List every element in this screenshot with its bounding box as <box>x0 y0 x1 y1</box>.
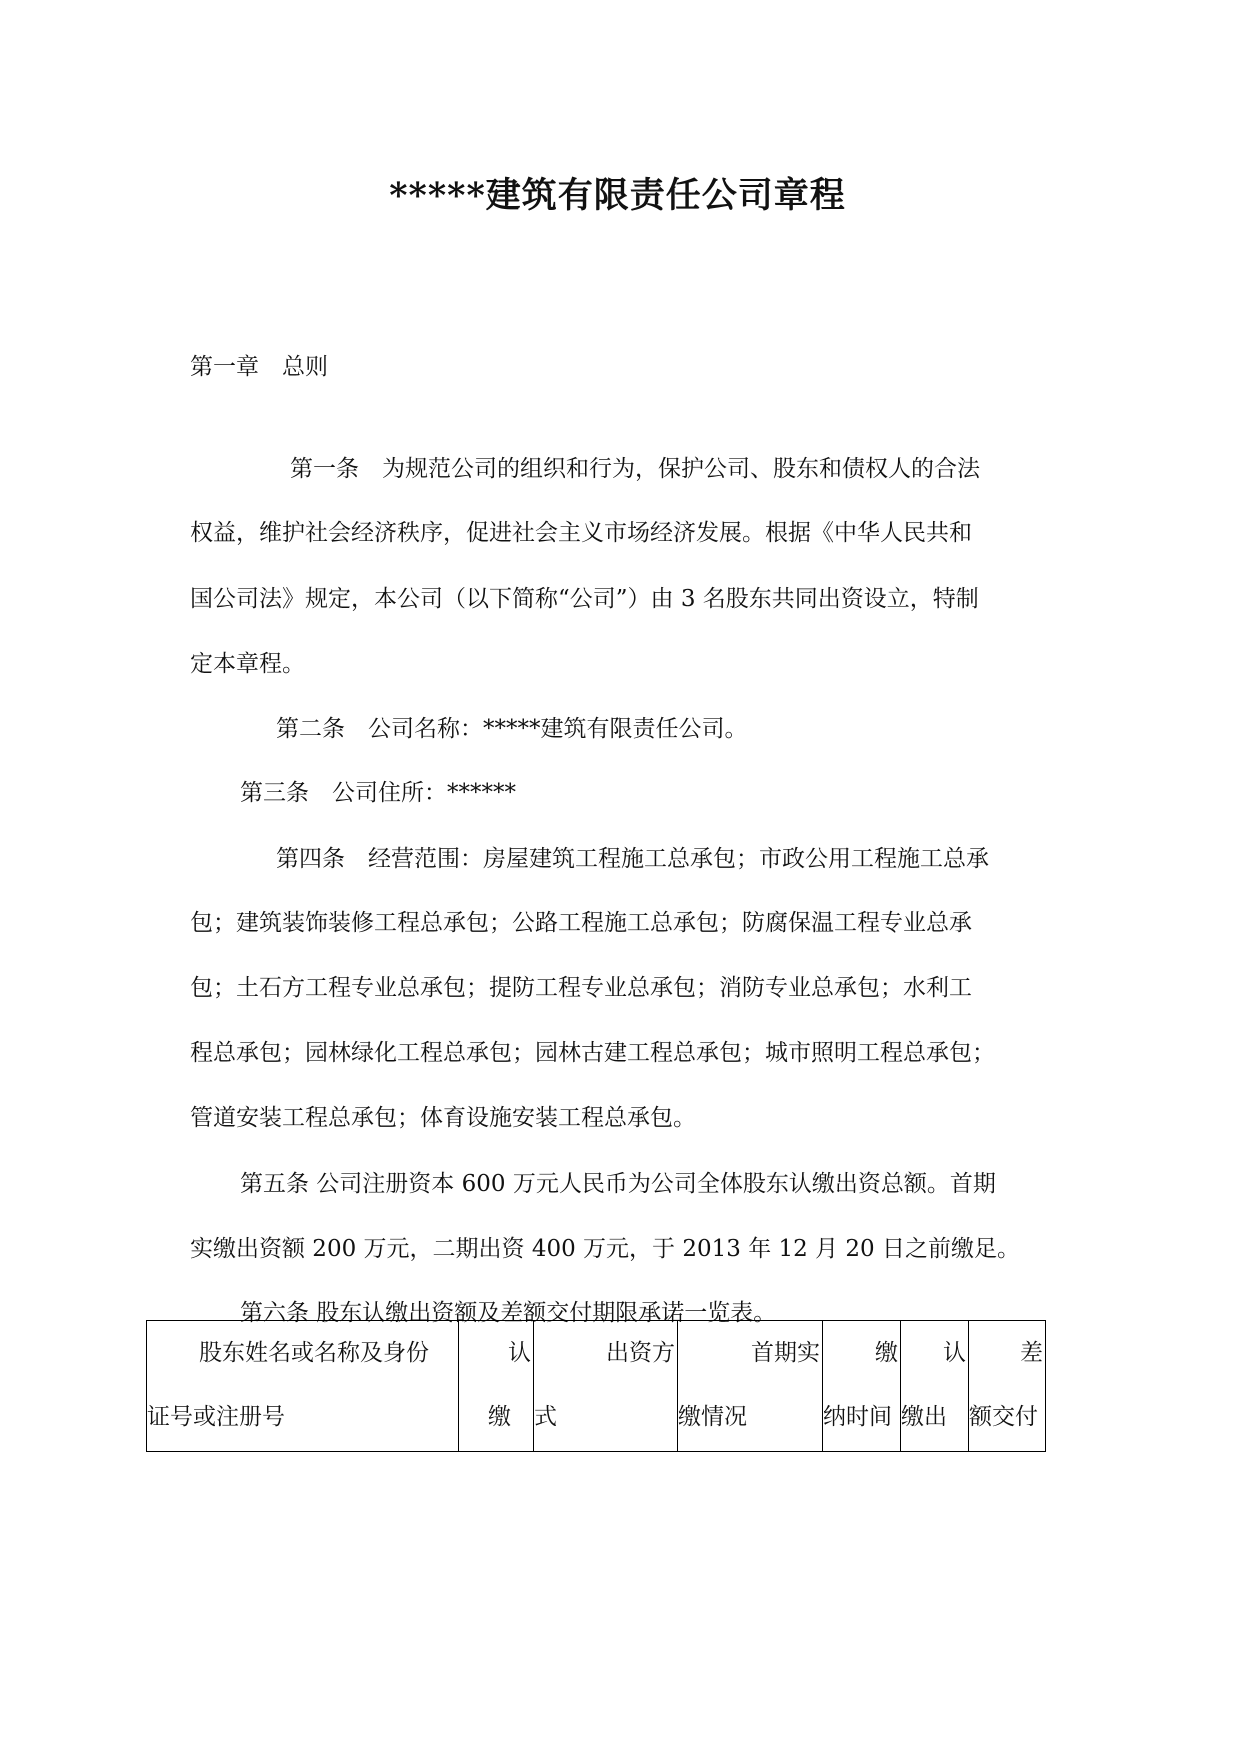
shareholder-table <box>146 1320 1046 1452</box>
header-text: 股东姓名或名称及身份 <box>199 1340 429 1366</box>
header-text: 缴出 <box>901 1404 947 1430</box>
header-text: 式 <box>534 1404 557 1430</box>
header-text: 缴 <box>875 1340 898 1366</box>
header-text: 差 <box>1020 1340 1043 1366</box>
header-cell-first-payment <box>678 1321 823 1452</box>
article-3: 第三条 公司住所：****** <box>240 780 516 806</box>
table-header-row <box>147 1321 1046 1452</box>
header-cell-subscribed-amount <box>901 1321 969 1452</box>
header-text: 出资方 <box>606 1340 675 1366</box>
header-text: 认 <box>943 1340 966 1366</box>
header-text: 额交付 <box>969 1404 1038 1430</box>
document-title: *****建筑有限责任公司章程 <box>389 175 846 216</box>
article-4-line-5: 管道安装工程总承包；体育设施安装工程总承包。 <box>190 1105 696 1131</box>
header-text: 纳时间 <box>823 1404 892 1430</box>
article-5-line-2: 实缴出资额 200 万元，二期出资 400 万元，于 2013 年 12 月 20 日之前缴足。 <box>190 1236 1020 1262</box>
header-text: 证号或注册号 <box>147 1404 285 1430</box>
header-cell-shareholder <box>147 1321 459 1452</box>
article-1-line-2: 权益，维护社会经济秩序，促进社会主义市场经济发展。根据《中华人民共和 <box>190 520 972 546</box>
header-cell-balance-delivery <box>969 1321 1046 1452</box>
header-cell-contribution-method <box>534 1321 678 1452</box>
article-4-line-4: 程总承包；园林绿化工程总承包；园林古建工程总承包；城市照明工程总承包； <box>190 1040 995 1066</box>
article-5-line-1: 第五条 公司注册资本 600 万元人民币为公司全体股东认缴出资总额。首期 <box>240 1171 996 1197</box>
header-text: 缴 <box>488 1404 511 1430</box>
header-text: 缴情况 <box>678 1404 747 1430</box>
article-4-line-2: 包；建筑装饰装修工程总承包；公路工程施工总承包；防腐保温工程专业总承 <box>190 910 972 936</box>
header-cell-subscribed <box>459 1321 534 1452</box>
header-cell-payment-time <box>823 1321 901 1452</box>
header-text: 首期实 <box>751 1340 820 1366</box>
article-6: 第六条 股东认缴出资额及差额交付期限承诺一览表。 <box>240 1300 777 1326</box>
chapter-heading: 第一章 总则 <box>190 354 328 380</box>
article-1-line-4: 定本章程。 <box>190 651 305 677</box>
article-1-line-1: 第一条 为规范公司的组织和行为，保护公司、股东和债权人的合法 <box>290 456 980 482</box>
header-text: 认 <box>508 1340 531 1366</box>
article-2: 第二条 公司名称：*****建筑有限责任公司。 <box>276 716 748 742</box>
article-4-line-1: 第四条 经营范围：房屋建筑工程施工总承包；市政公用工程施工总承 <box>276 846 989 872</box>
article-4-line-3: 包；土石方工程专业总承包；提防工程专业总承包；消防专业总承包；水利工 <box>190 975 972 1001</box>
article-1-line-3: 国公司法》规定，本公司（以下简称“公司”）由 3 名股东共同出资设立，特制 <box>190 586 979 612</box>
